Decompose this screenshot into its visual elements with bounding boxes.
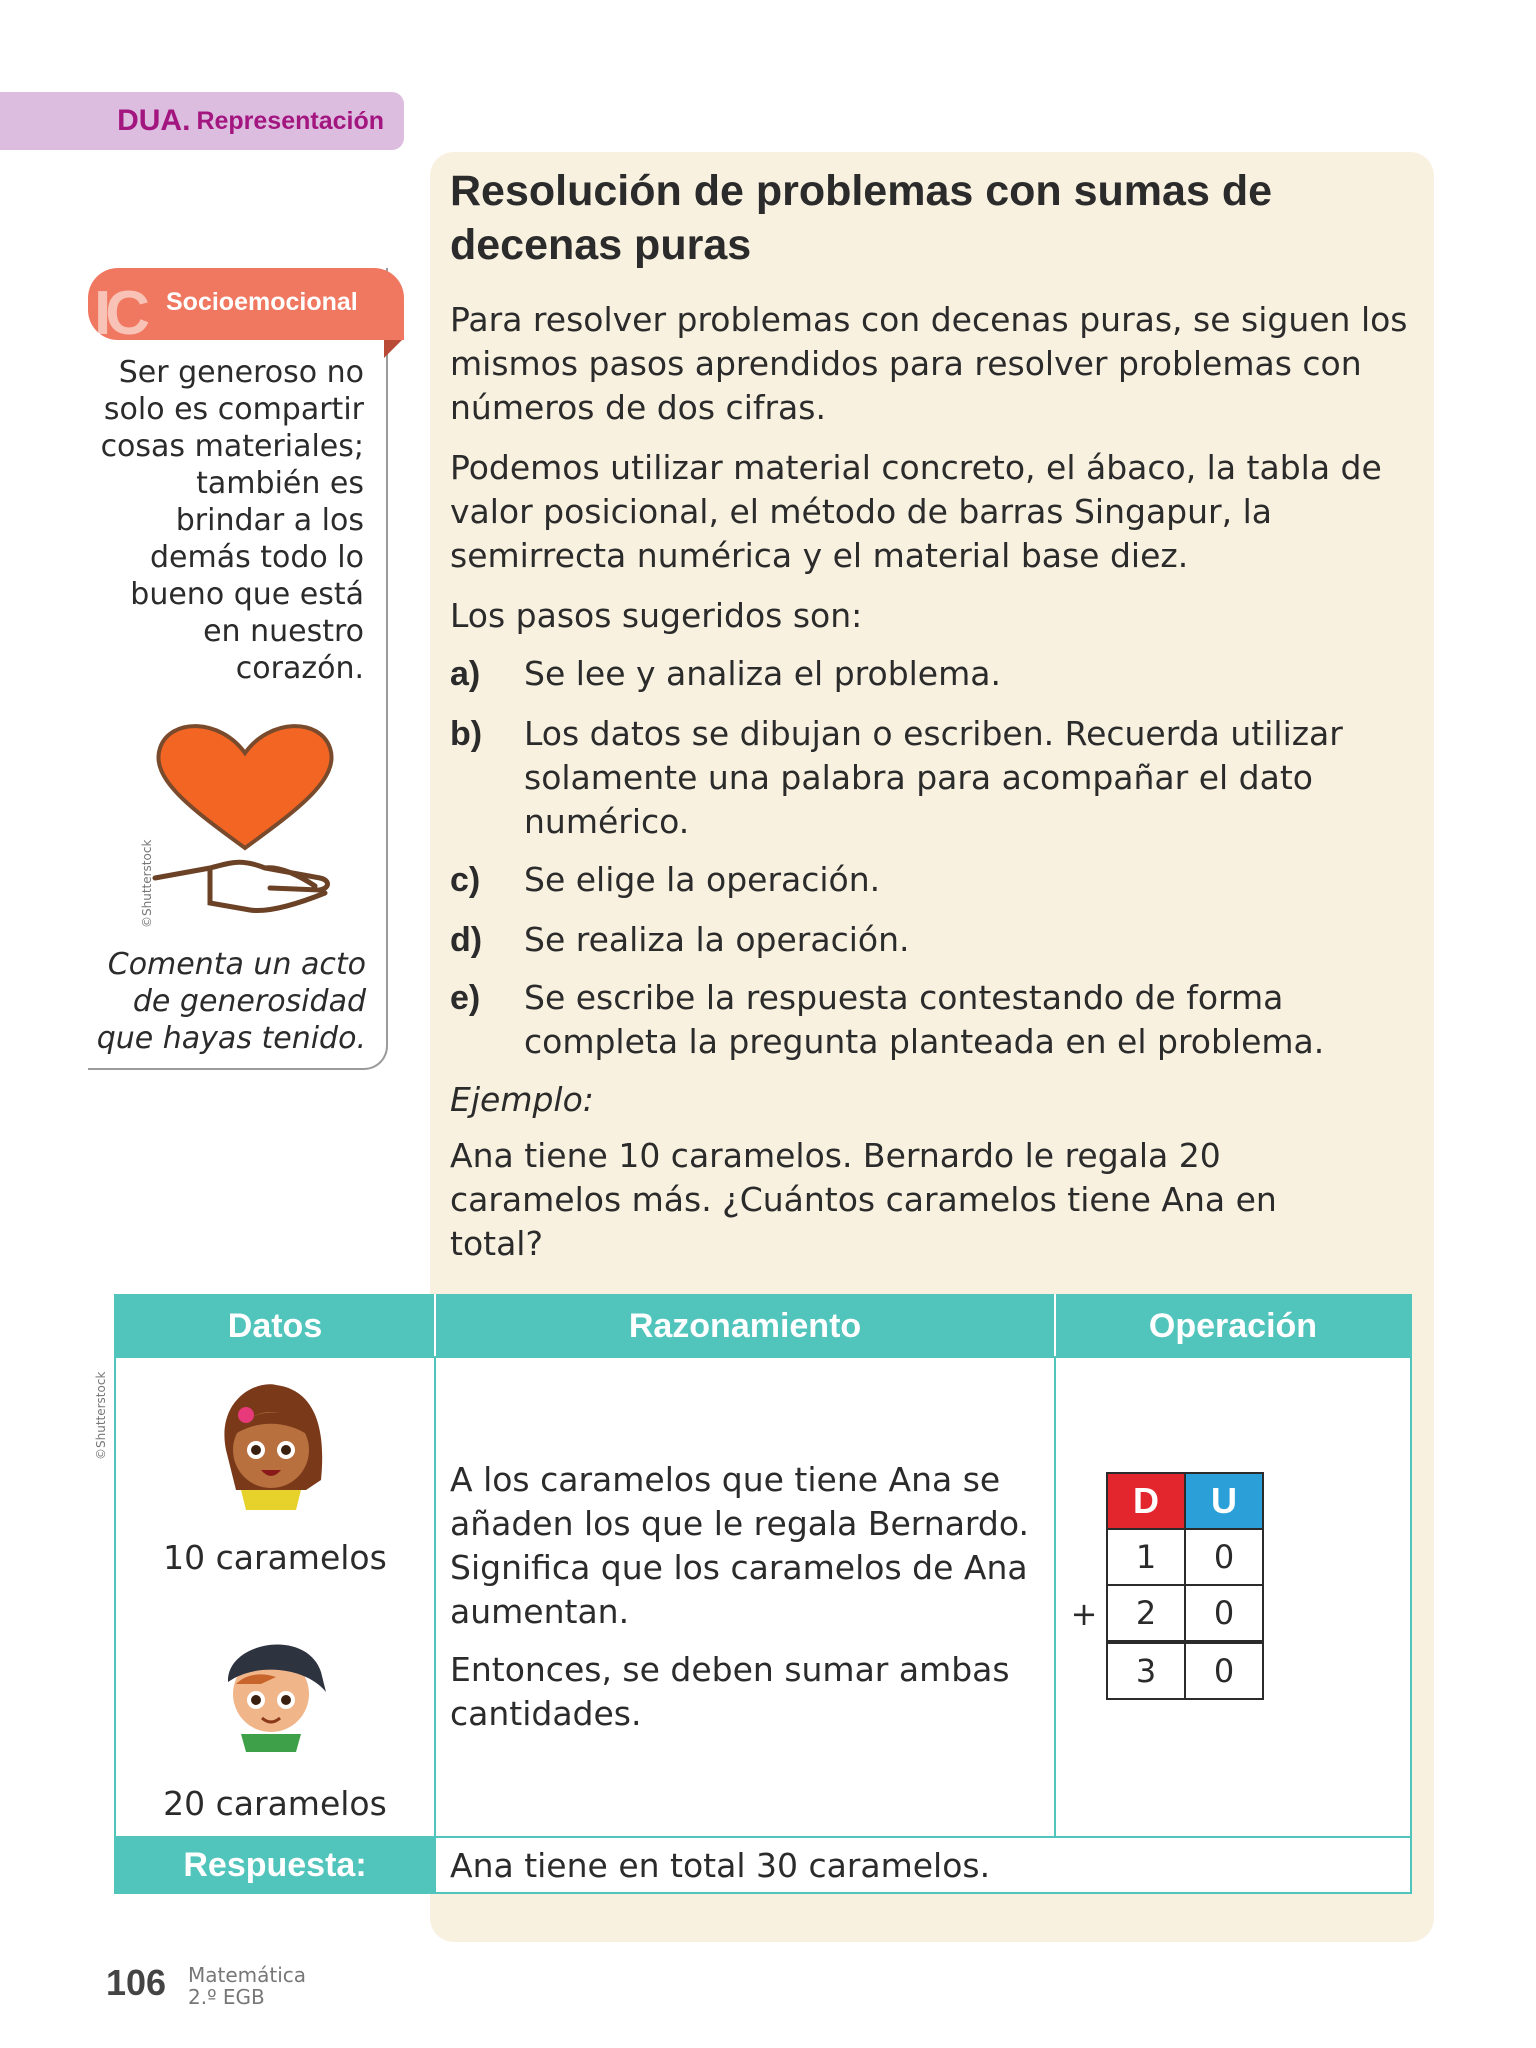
step-text: Se escribe la respuesta contestando de forma completa la pregunta planteada en el problema. [524,978,1325,1061]
socio-credit: ©Shutterstock [140,839,154,928]
example-text: Ana tiene 10 caramelos. Bernardo le regala 20 caramelos más. ¿Cuántos caramelos tiene Ana en total? [450,1136,1277,1263]
header-datos: Datos [115,1295,435,1357]
razonamiento-p2: Entonces, se deben sumar ambas cantidades. [450,1650,1010,1733]
ic-logo: IC [94,279,144,348]
page-number: 106 [106,1962,167,2003]
dua-label: Representación [196,106,384,135]
step-b [450,712,1420,844]
row2-u: 0 [1185,1585,1263,1642]
heart-icon [158,726,331,848]
step-text: Se realiza la operación. [524,920,910,959]
dua-tab [0,92,404,150]
header-operacion: Operación [1055,1295,1411,1357]
plus-sign: + [1070,1594,1098,1633]
heart-hand-icon [150,718,340,928]
boy-avatar [206,1622,336,1752]
datos-cell [115,1357,435,1837]
example-label: Ejemplo: [450,1080,594,1119]
footer-subject-name: Matemática [188,1963,307,1987]
step-e [450,976,1420,1064]
step-letter: b) [450,715,483,753]
razonamiento-text [450,1458,1030,1736]
razonamiento-cell [435,1357,1055,1837]
step-letter: a) [450,655,481,693]
footer-subject [188,1964,306,2008]
step-text: Se lee y analiza el problema. [524,654,1001,693]
result-d: 3 [1107,1642,1185,1699]
dua-bold: DUA. [117,104,191,137]
unidades-header: U [1185,1473,1263,1529]
decenas-header: D [1107,1473,1185,1529]
step-letter: c) [450,861,481,899]
razonamiento-p1: A los caramelos que tiene Ana se añaden los que le regala Bernardo. Significa que los caramelos de Ana aumentan. [450,1460,1029,1631]
row1-u: 0 [1185,1529,1263,1585]
footer-grade: 2.º EGB [188,1985,265,2009]
datos-bernardo: 20 caramelos [163,1784,387,1823]
step-text: Se elige la operación. [524,860,881,899]
socio-text: Ser generoso no solo es compartir cosas materiales; también es brindar a los demás todo lo bueno que está en nuestro corazón. [100,355,364,686]
socio-tag: Socioemocional [166,288,358,316]
step-a [450,652,1420,696]
result-u: 0 [1185,1642,1263,1699]
socio-prompt: Comenta un acto de generosidad que hayas tenido. [96,947,366,1056]
step-text: Los datos se dibujan o escriben. Recuerda utilizar solamente una palabra para acompañar el dato numérico. [524,714,1343,841]
socio-header [88,268,404,348]
table-credit: ©Shutterstock [94,1371,108,1460]
paragraph-3: Los pasos sugeridos son: [450,596,863,635]
step-letter: e) [450,979,481,1017]
answer-text: Ana tiene en total 30 caramelos. [435,1837,1411,1893]
girl-avatar [206,1380,336,1510]
answer-label: Respuesta: [115,1837,435,1893]
place-value-table [1062,1472,1264,1700]
datos-ana: 10 caramelos [163,1538,387,1577]
socio-fold [384,340,402,358]
hand-icon [155,862,328,910]
page-title: Resolución de problemas con sumas de decenas puras [450,167,1272,269]
step-d [450,918,1420,962]
paragraph-1: Para resolver problemas con decenas puras, se siguen los mismos pasos aprendidos para resolver problemas con números de dos cifras. [450,300,1408,427]
step-c [450,858,1420,902]
paragraph-2: Podemos utilizar material concreto, el ábaco, la tabla de valor posicional, el método de barras Singapur, la semirrecta numérica y el material base diez. [450,448,1382,575]
step-letter: d) [450,921,483,959]
header-razonamiento: Razonamiento [435,1295,1055,1357]
row2-d: 2 [1107,1585,1185,1642]
row1-d: 1 [1107,1529,1185,1585]
